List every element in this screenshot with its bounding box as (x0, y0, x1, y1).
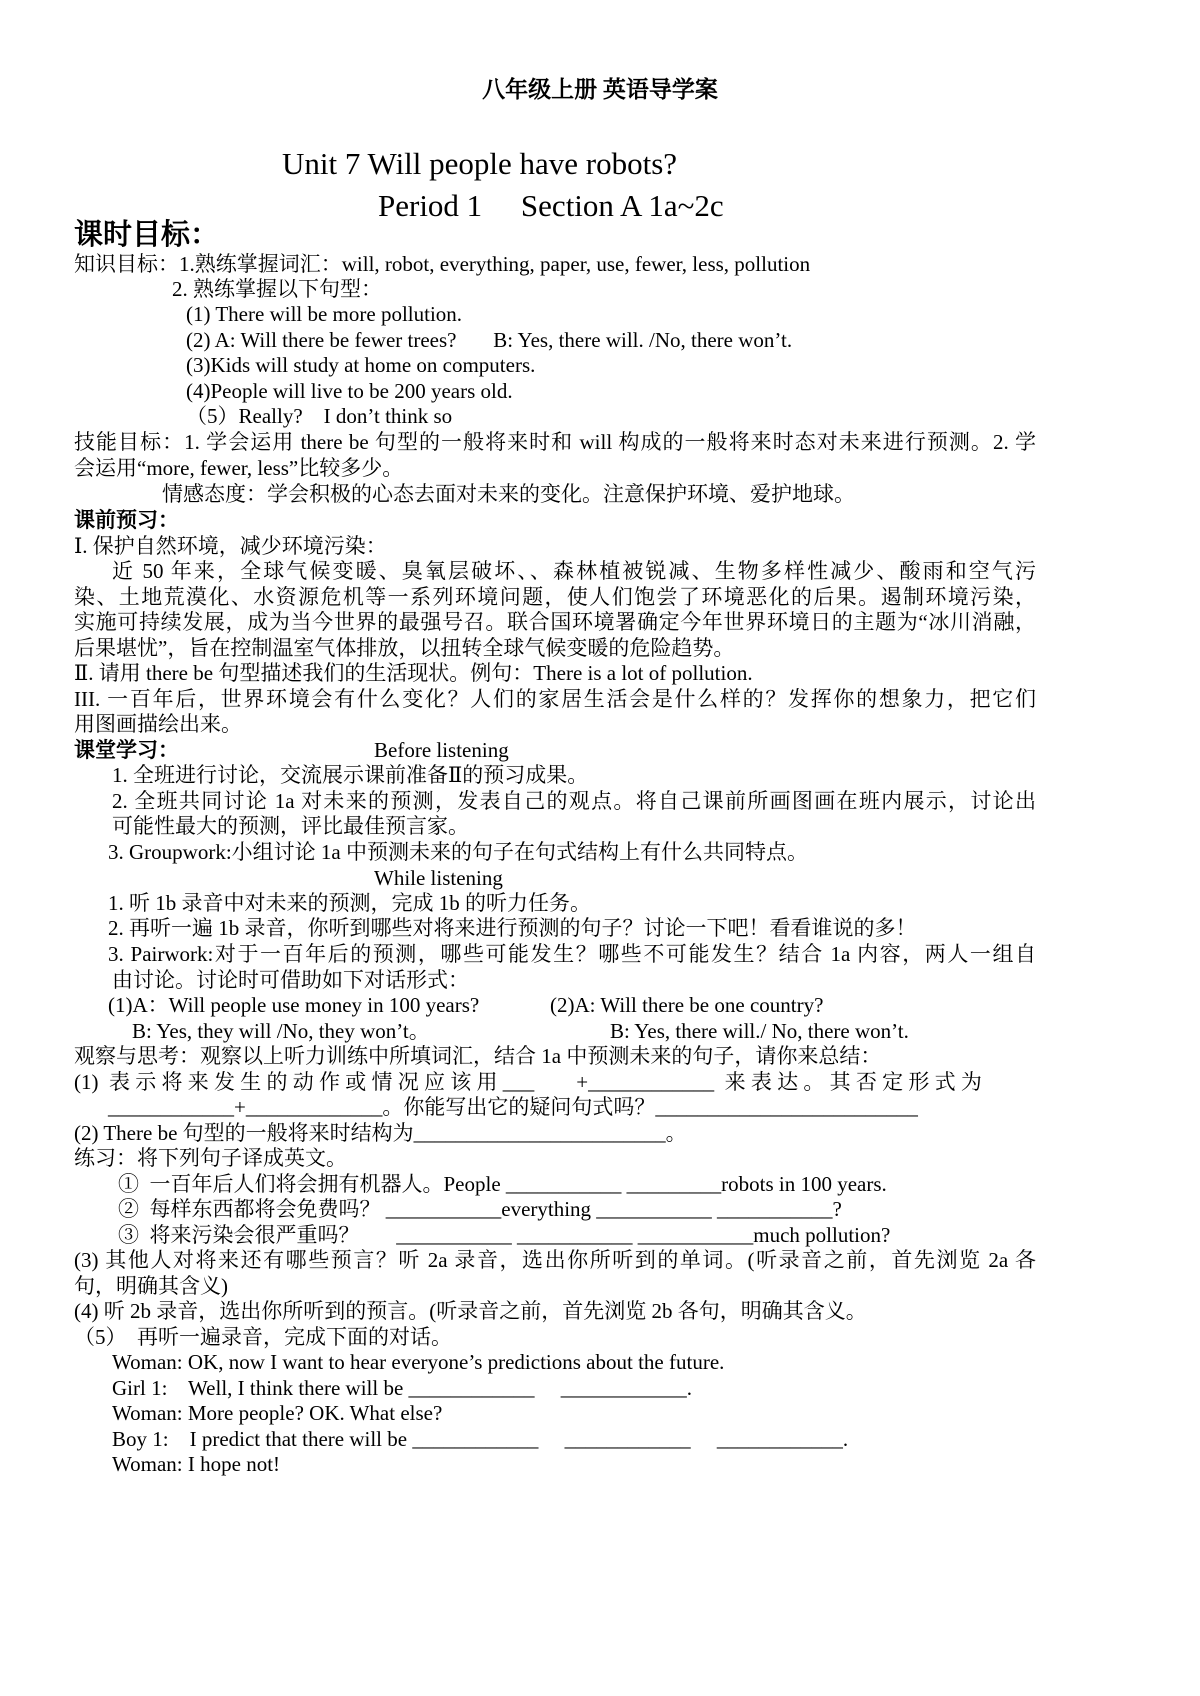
unit-title: Unit 7 Will people have robots? (282, 146, 678, 181)
before-listening-item: 1. 全班进行讨论，交流展示课前准备Ⅱ的预习成果。 (112, 763, 589, 787)
dialog-question-2: (2)A: Will there be one country? (550, 993, 824, 1017)
preview-item-1-text: 染、土地荒漠化、水资源危机等一系列环境问题，使人们饱尝了环境恶化的后果。遏制环境污染， (74, 585, 1036, 609)
emotion-goal: 情感态度：学会积极的心态去面对未来的变化。注意保护环境、爱护地球。 (162, 482, 855, 506)
skill-goal-line-1: 技能目标：1. 学会运用 there be 句型的一般将来时和 will 构成的一般将来时态对未来进行预测。2. 学 (74, 430, 1036, 454)
while-listening-label: While listening (374, 866, 503, 890)
while-listening-item: 由讨论。讨论时可借助如下对话形式： (112, 968, 469, 992)
exercise-item: ③ 将来污染会很严重吗？ ___________ ___________ ___________much pollution? (118, 1223, 891, 1247)
preview-item-1-text: 后果堪忧”，旨在控制温室气体排放，以扭转全球气候变暖的危险趋势。 (74, 636, 735, 660)
while-listening-item: 1. 听 1b 录音中对未来的预测，完成 1b 的听力任务。 (108, 891, 591, 915)
knowledge-goal-2: 2. 熟练掌握以下句型： (172, 277, 382, 301)
conversation-line: Woman: OK, now I want to hear everyone’s predictions about the future. (112, 1350, 725, 1374)
dialog-answer-1: B: Yes, they will /No, they won’t。 (132, 1019, 430, 1043)
preview-item-1-text: 近 50 年来，全球气候变暖、臭氧层破坏、、森林植被锐减、生物多样性减少、酸雨和空气污 (112, 559, 1036, 583)
listening-question-3-line-1: (3) 其他人对将来还有哪些预言？听 2a 录音，选出你所听到的单词。(听录音之前，首先浏览 2a 各 (74, 1248, 1036, 1272)
dialog-answer-2: B: Yes, there will./ No, there won’t. (610, 1019, 909, 1043)
period-title: Period 1 Section A 1a~2c (378, 188, 724, 223)
listening-question-5: （5） 再听一遍录音，完成下面的对话。 (74, 1325, 452, 1349)
preview-item-3: III. 一百年后，世界环境会有什么变化？人们的家居生活会是什么样的？发挥你的想象力，把它们 (74, 687, 1036, 711)
dialog-question-1: (1)A：Will people use money in 100 years? (108, 993, 480, 1017)
listening-question-4: (4) 听 2b 录音，选出你所听到的预言。(听录音之前，首先浏览 2b 各句，明确其含义。 (74, 1299, 867, 1323)
before-listening-item: 可能性最大的预测，评比最佳预言家。 (112, 814, 469, 838)
conversation-line: Woman: I hope not! (112, 1452, 281, 1476)
preview-heading: 课前预习： (74, 508, 179, 532)
preview-item-1-text: 实施可持续发展，成为当今世界的最强号召。联合国环境署确定今年世界环境日的主题为“冰川消融， (74, 610, 1036, 634)
sentence-pattern: (4)People will live to be 200 years old. (186, 379, 513, 403)
summary-question-1-line-1: (1) 表 示 将 来 发 生 的 动 作 或 情 况 应 该 用 ___ +____________ 来 表 达 。 其 否 定 形 式 为 (74, 1070, 982, 1094)
preview-item-2: Ⅱ. 请用 there be 句型描述我们的生活现状。例句：There is a lot of pollution. (74, 661, 753, 685)
exercise-heading: 练习：将下列句子译成英文。 (74, 1146, 347, 1170)
listening-question-3-line-2: 句，明确其含义) (74, 1274, 228, 1298)
before-listening-item: 3. Groupwork:小组讨论 1a 中预测未来的句子在句式结构上有什么共同特点。 (108, 840, 808, 864)
sentence-pattern: (3)Kids will study at home on computers. (186, 353, 536, 377)
document-title: 八年级上册 英语导学案 (482, 77, 718, 102)
while-listening-item: 2. 再听一遍 1b 录音，你听到哪些对将来进行预测的句子？讨论一下吧！看看谁说的多！ (108, 916, 917, 940)
sentence-pattern: （5）Really? I don’t think so (186, 404, 453, 428)
classroom-heading: 课堂学习： (74, 738, 179, 762)
conversation-line: Girl 1: Well, I think there will be ____________ ____________. (112, 1376, 693, 1400)
before-listening-item: 2. 全班共同讨论 1a 对未来的预测，发表自己的观点。将自己课前所画图画在班内展示，讨论出 (112, 789, 1036, 813)
exercise-item: ① 一百年后人们将会拥有机器人。People ___________ _________robots in 100 years. (118, 1172, 887, 1196)
before-listening-label: Before listening (374, 738, 509, 762)
exercise-item: ② 每样东西都将会免费吗？ ___________everything ___________ ___________? (118, 1197, 842, 1221)
observe-prompt: 观察与思考：观察以上听力训练中所填词汇，结合 1a 中预测未来的句子，请你来总结： (74, 1044, 882, 1068)
while-listening-item: 3. Pairwork:对于一百年后的预测，哪些可能发生？哪些不可能发生？结合 1a 内容，两人一组自 (108, 942, 1036, 966)
conversation-line: Boy 1: I predict that there will be ____________ ____________ ____________. (112, 1427, 849, 1451)
preview-item-1-title: Ⅰ. 保护自然环境，减少环境污染： (74, 534, 387, 558)
conversation-line: Woman: More people? OK. What else? (112, 1401, 443, 1425)
objectives-heading: 课时目标： (74, 219, 220, 251)
preview-item-3: 用图画描绘出来。 (74, 712, 242, 736)
summary-question-2: (2) There be 句型的一般将来时结构为________________________。 (74, 1121, 687, 1145)
knowledge-goal-1: 知识目标：1.熟练掌握词汇：will, robot, everything, paper, use, fewer, less, pollution (74, 252, 811, 276)
skill-goal-line-2: 会运用“more, fewer, less”比较多少。 (74, 456, 404, 480)
sentence-pattern: (2) A: Will there be fewer trees? B: Yes, there will. /No, there won’t. (186, 328, 793, 352)
summary-question-1-line-2: ____________+_____________。你能写出它的疑问句式吗？_________________________ (108, 1095, 918, 1119)
sentence-pattern: (1) There will be more pollution. (186, 302, 463, 326)
